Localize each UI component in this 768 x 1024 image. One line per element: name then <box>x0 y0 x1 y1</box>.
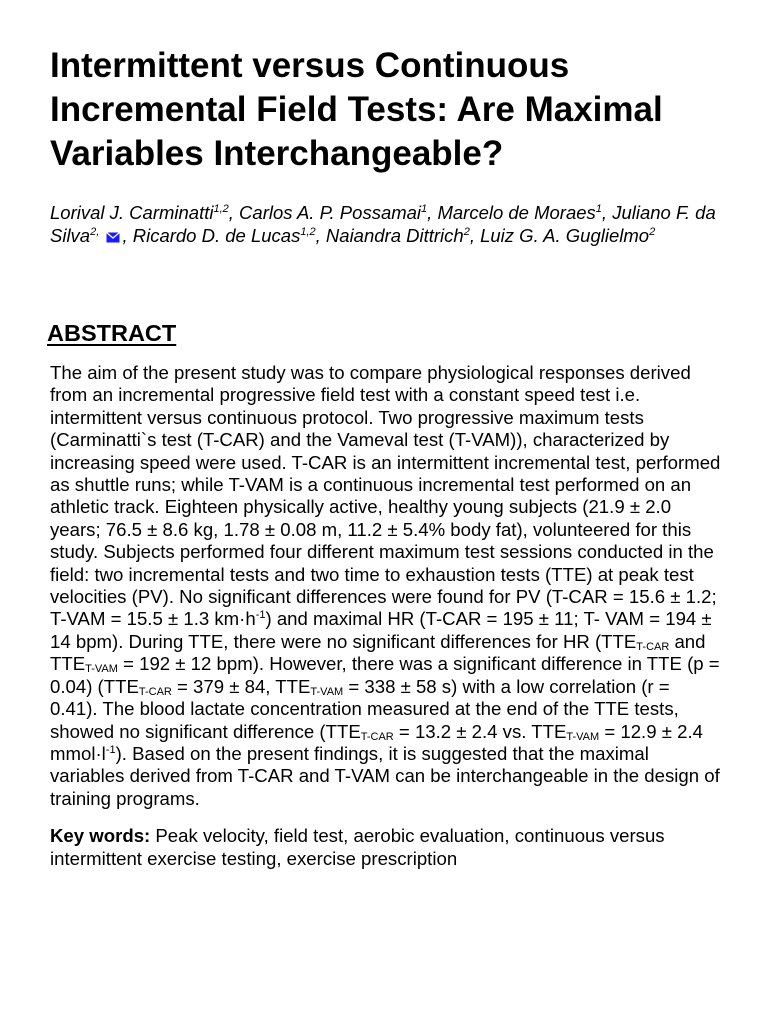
abstract-segment: ) and maximal HR (T-CAR = 195 ± 11; T- VAM = 194 ± 14 bpm). During TTE, there were no significant differences for HR (TTE <box>50 608 712 652</box>
author-affiliation: 2 <box>463 225 470 238</box>
abstract-subscript: T-VAM <box>310 685 344 698</box>
author-affiliation: 2 <box>649 225 656 238</box>
abstract-segment: = 192 ± 12 bpm). However, there was a significant difference in TTE (p = 0.04) (TTE <box>50 653 720 697</box>
abstract-segment: = 338 ± 58 s) with a low correlation (r = 0.41). The blood lactate concentration measured at the end of the TTE tests, showed no significant difference (TTE <box>50 675 679 742</box>
abstract-subscript: T-VAM <box>85 663 118 676</box>
abstract-subscript: T-CAR <box>138 685 172 698</box>
author-affiliation: 1 <box>421 202 428 215</box>
author-affiliation: 1,2 <box>213 202 229 215</box>
abstract-subscript: T-VAM <box>566 730 600 743</box>
keywords <box>50 825 722 870</box>
keywords-text: Peak velocity, field test, aerobic evaluation, continuous versus intermittent exercise testing, exercise prescription <box>50 825 665 869</box>
author-affiliation: 1 <box>595 202 602 215</box>
abstract-superscript: -1 <box>105 743 116 756</box>
keywords-label: Key words: <box>50 825 151 847</box>
abstract-segment: and TTE <box>50 630 706 675</box>
abstract-segment: The aim of the present study was to compare physiological responses derived from an incremental progressive field test with a constant speed test i.e. intermittent versus continuous protocol. Two progressive maximum tests (Carminatti`s test (T-CAR) and the Vameval test (T-VAM)), characterized by increasing speed were used. T-CAR is an intermittent incremental test, performed as shuttle runs; while T-VAM is a continuous incremental test performed on an athletic track. Eighteen physically active, healthy young subjects (21.9 ± 2.0 years; 76.5 ± 8.6 kg, 1.78 ± 0.08 m, 11.2 ± 5.4% body fat), volunteered for this study. Subjects performed four different maximum test sessions conducted in the field: two incremental tests and two time to exhaustion tests (TTE) at peak test velocities (PV). No significant differences were found for PV (T-CAR = 15.6 ± 1.2; T-VAM = 15.5 ± 1.3 km·h <box>50 362 721 630</box>
author-name: Marcelo de Moraes <box>437 202 596 223</box>
abstract-segment: = 379 ± 84, TTE <box>171 675 311 697</box>
abstract-segment: = 13.2 ± 2.4 vs. TTE <box>393 720 567 742</box>
abstract-heading: ABSTRACT <box>47 320 177 346</box>
paper-page <box>47 44 722 870</box>
author-name: Ricardo D. de Lucas <box>132 225 301 246</box>
abstract-subscript: T-CAR <box>360 730 394 743</box>
paper-title: Intermittent versus Continuous Incremental Field Tests: Are Maximal Variables Interchangeable? <box>50 46 663 173</box>
abstract-segment: ). Based on the present findings, it is suggested that the maximal variables derived from T-CAR and T-VAM can be interchangeable in the design of training programs. <box>50 742 720 809</box>
author-name: Lorival J. Carminatti <box>50 202 214 223</box>
author-name: Naiandra Dittrich <box>325 225 464 246</box>
abstract-superscript: -1 <box>255 609 266 622</box>
abstract-subscript: T-CAR <box>636 640 670 653</box>
author-name: Juliano F. da Silva <box>50 202 716 246</box>
abstract-text <box>50 362 722 810</box>
author-name: Carlos A. P. Possamai <box>239 202 422 223</box>
author-affiliation: 2, <box>90 225 100 238</box>
abstract-segment: = 12.9 ± 2.4 mmol·l <box>50 720 703 764</box>
mail-icon[interactable] <box>106 232 120 243</box>
author-name: Luiz G. A. Guglielmo <box>480 225 650 246</box>
author-list: Lorival J. Carminatti$^{1,2}$, Carlos A. P. Possamai$^1$, Marcelo de Moraes$^1$, Juliano F. da Silva$^{2,}$ , Ricardo D. de Lucas$^{1,2}$, Naiandra Dittrich$^2$, Luiz G. A. Guglielmo$^2$ <box>50 202 716 246</box>
author-affiliation: 1,2 <box>300 225 316 238</box>
